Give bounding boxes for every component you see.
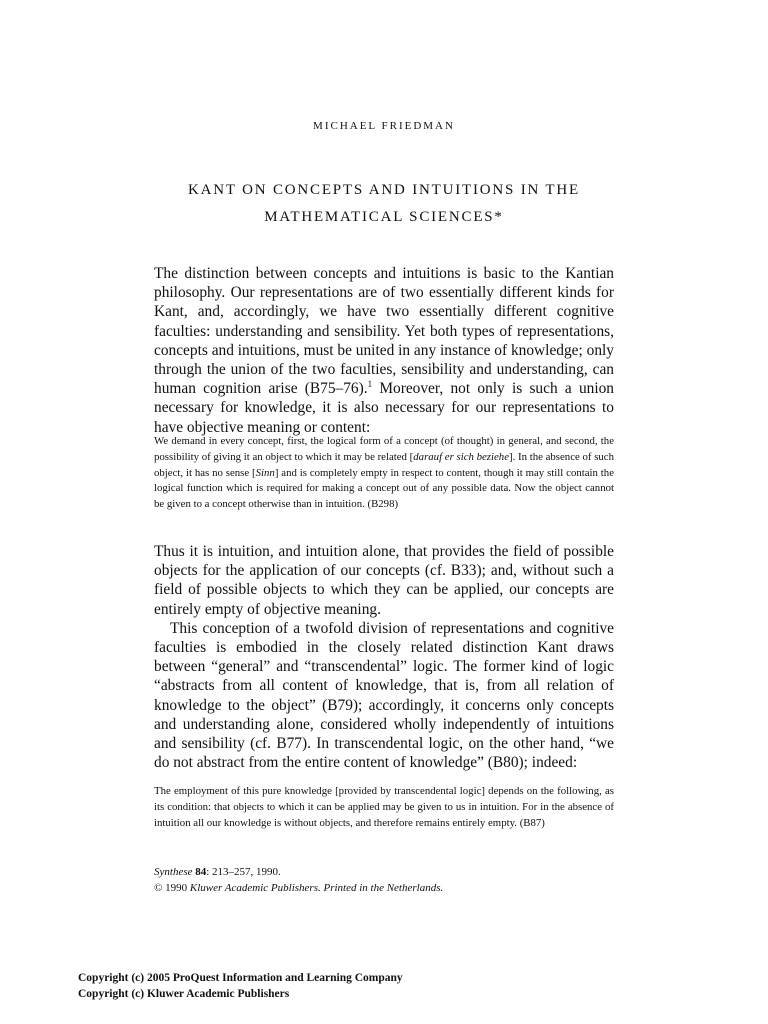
paragraph-3: This conception of a twofold division of representations and cognitive faculties is embodied in the closely related distinction Kant draws between “general” and “transcendental” logic. The former kind of logic “abstracts from all content of knowledge, that is, from all relation of knowledge to the object” (B79); accordingly, it concerns only concepts and understanding alone, considered wholly independently of intuitions and sensibility (cf. B77). In transcendental logic, on the other hand, “we do not abstract from the entire content of knowledge” (B80); indeed: xyxy=(154,619,614,772)
quote-1-italic-1: darauf er sich beziehe xyxy=(413,450,509,463)
publication-year: 1990 xyxy=(162,882,190,894)
footnote-marker: 1 xyxy=(367,379,373,390)
title-line-1: KANT ON CONCEPTS AND INTUITIONS IN THE xyxy=(187,182,580,198)
journal-name: Synthese xyxy=(154,866,193,878)
publication-info xyxy=(154,864,443,896)
quote-1-text-c: ] and is completely empty in respect to content, though it may still contain the logical function which is required for making a concept out of any possible data. Now the object cannot be given to a concept otherwise than in intuition. (B298) xyxy=(154,466,614,511)
journal-pages: : 213–257, 1990. xyxy=(206,866,281,878)
quote-2-text: The employment of this pure knowledge [provided by transcendental logic] depends on the following, as its condition: that objects to which it can be applied may be given to us in intuition. For in the absence of intuition all our knowledge is without objects, and therefore remains entirely empty. (B87) xyxy=(154,785,614,829)
title-line-2: MATHEMATICAL SCIENCES* xyxy=(264,209,504,225)
paragraph-2: Thus it is intuition, and intuition alone, that provides the field of possible objects for the application of our concepts (cf. B33); and, without such a field of possible objects to which they can be applied, our concepts are entirely empty of objective meaning. xyxy=(154,543,614,618)
copyright-line-2: Copyright (c) Kluwer Academic Publishers xyxy=(78,988,290,1000)
quote-1-italic-2: Sinn xyxy=(255,466,275,479)
quote-1-text-a: We demand in every concept, first, the logical form of a concept (of thought) in general, and second, the possibility of giving it an object to which it may be related [ xyxy=(154,435,614,463)
publisher-name: Kluwer Academic Publishers. Printed in the Netherlands. xyxy=(189,882,444,894)
journal-citation xyxy=(154,864,443,880)
block-quote-2 xyxy=(154,784,614,831)
paragraphs-2-3 xyxy=(154,542,614,772)
copyright-line-1: Copyright (c) 2005 ProQuest Information and Learning Company xyxy=(78,972,403,984)
journal-volume: 84 xyxy=(195,866,207,878)
paragraph-1 xyxy=(154,264,614,437)
quote-1-text-b: ]. In the absence of such object, it has no sense [ xyxy=(154,450,614,479)
paper-title xyxy=(0,177,768,231)
copyright-symbol: © xyxy=(154,882,163,894)
publisher-line xyxy=(154,880,443,896)
block-quote-1 xyxy=(154,434,614,513)
paragraph-1-text-a: The distinction between concepts and intuitions is basic to the Kantian philosophy. Our representations are of two essentially different kinds for Kant, and, accordingly, we have two essentially different cognitive faculties: understanding and sensibility. Yet both types of representations, concepts and intuitions, must be united in any instance of knowledge; only through the union of the two faculties, sensibility and understanding, can human cognition arise (B75–76). xyxy=(154,265,614,398)
paragraph-1-text-b: Moreover, not only is such a union necessary for knowledge, it is also necessary for our representations to have objective meaning or content: xyxy=(154,380,614,436)
copyright-footer xyxy=(78,970,403,1002)
author-name: MICHAEL FRIEDMAN xyxy=(313,120,455,132)
